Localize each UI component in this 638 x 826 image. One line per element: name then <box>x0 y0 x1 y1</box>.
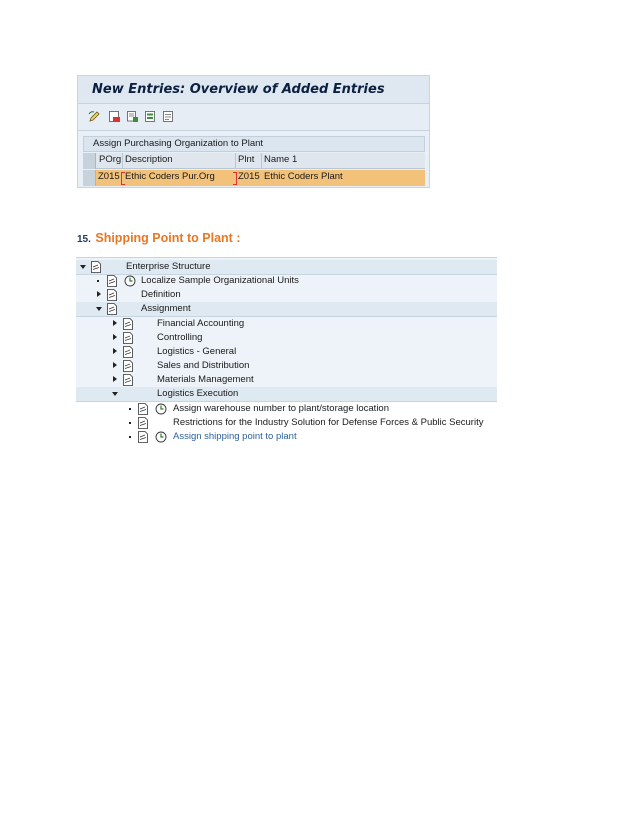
document-icon <box>122 374 134 386</box>
tree-node-assign-shipping-point[interactable] <box>76 430 497 444</box>
tree-node-assignment[interactable]: Assignment <box>76 302 497 317</box>
tree-node-sales-distribution[interactable]: Sales and Distribution <box>76 359 497 373</box>
tree-node-controlling[interactable]: Controlling <box>76 331 497 345</box>
document-icon <box>122 332 134 344</box>
clock-execute-icon[interactable] <box>155 403 167 415</box>
document-icon <box>106 275 118 287</box>
expand-arrow-icon[interactable] <box>113 362 117 368</box>
tree-node-localize[interactable]: Localize Sample Organizational Units <box>76 274 497 288</box>
table-row[interactable] <box>83 170 425 186</box>
cell-name1[interactable]: Ethic Coders Plant <box>264 171 343 182</box>
copy-entry-icon[interactable] <box>126 110 139 123</box>
toolbar <box>78 104 429 131</box>
column-header-plnt[interactable]: Plnt <box>238 154 255 165</box>
cell-plnt[interactable]: Z015 <box>238 171 260 182</box>
assign-shipping-point-link[interactable]: Assign shipping point to plant <box>173 431 297 442</box>
collapse-arrow-icon[interactable] <box>80 265 86 269</box>
tree-node-materials-management[interactable]: Materials Management <box>76 373 497 387</box>
expand-arrow-icon[interactable] <box>113 320 117 326</box>
table-section-title: Assign Purchasing Organization to Plant <box>83 136 425 152</box>
tree-node-restrictions[interactable]: Restrictions for the Industry Solution for Defense Forces & Public Security <box>76 416 497 430</box>
deselect-all-icon[interactable] <box>162 110 175 123</box>
document-icon <box>106 289 118 301</box>
expand-arrow-icon[interactable] <box>97 291 101 297</box>
document-icon <box>137 403 149 415</box>
column-header-description[interactable]: Description <box>125 154 173 165</box>
cell-description-input[interactable]: Ethic Coders Pur.Org <box>125 171 215 182</box>
tree-node-financial-accounting[interactable]: Financial Accounting <box>76 317 497 331</box>
tree-node-enterprise-structure[interactable]: Enterprise Structure <box>76 260 497 275</box>
collapse-arrow-icon[interactable] <box>112 392 118 396</box>
cell-porg[interactable]: Z015 <box>98 171 120 182</box>
step-heading <box>77 229 240 247</box>
column-header-name1[interactable]: Name 1 <box>264 154 298 165</box>
sap-maintenance-screenshot <box>77 75 430 188</box>
img-structure-tree <box>76 257 497 442</box>
tree-node-logistics-execution[interactable]: Logistics Execution <box>76 387 497 402</box>
delete-entry-icon[interactable] <box>108 110 121 123</box>
table-header-row <box>83 153 425 169</box>
change-pencil-icon[interactable] <box>88 110 101 123</box>
tree-node-logistics-general[interactable]: Logistics - General <box>76 345 497 359</box>
clock-execute-icon[interactable] <box>124 275 136 287</box>
expand-arrow-icon[interactable] <box>113 334 117 340</box>
document-icon <box>137 417 149 429</box>
expand-arrow-icon[interactable] <box>113 348 117 354</box>
step-title: Shipping Point to Plant : <box>95 231 241 245</box>
document-icon <box>106 303 118 315</box>
screen-title: New Entries: Overview of Added Entries <box>92 82 385 97</box>
document-icon <box>122 346 134 358</box>
expand-arrow-icon[interactable] <box>113 376 117 382</box>
column-header-porg[interactable]: POrg <box>99 154 122 165</box>
collapse-arrow-icon[interactable] <box>96 307 102 311</box>
row-select-box[interactable] <box>83 170 96 186</box>
tree-node-assign-warehouse[interactable]: Assign warehouse number to plant/storage location <box>76 402 497 416</box>
document-icon <box>122 318 134 330</box>
clock-execute-icon[interactable] <box>155 431 167 443</box>
select-all-rows-box[interactable] <box>83 153 96 169</box>
document-icon <box>122 360 134 372</box>
step-number: 15. <box>77 234 91 245</box>
tree-node-definition[interactable]: Definition <box>76 288 497 302</box>
document-icon <box>137 431 149 443</box>
document-icon <box>90 261 102 273</box>
screen-title-bar <box>78 76 429 104</box>
select-all-icon[interactable] <box>144 110 157 123</box>
